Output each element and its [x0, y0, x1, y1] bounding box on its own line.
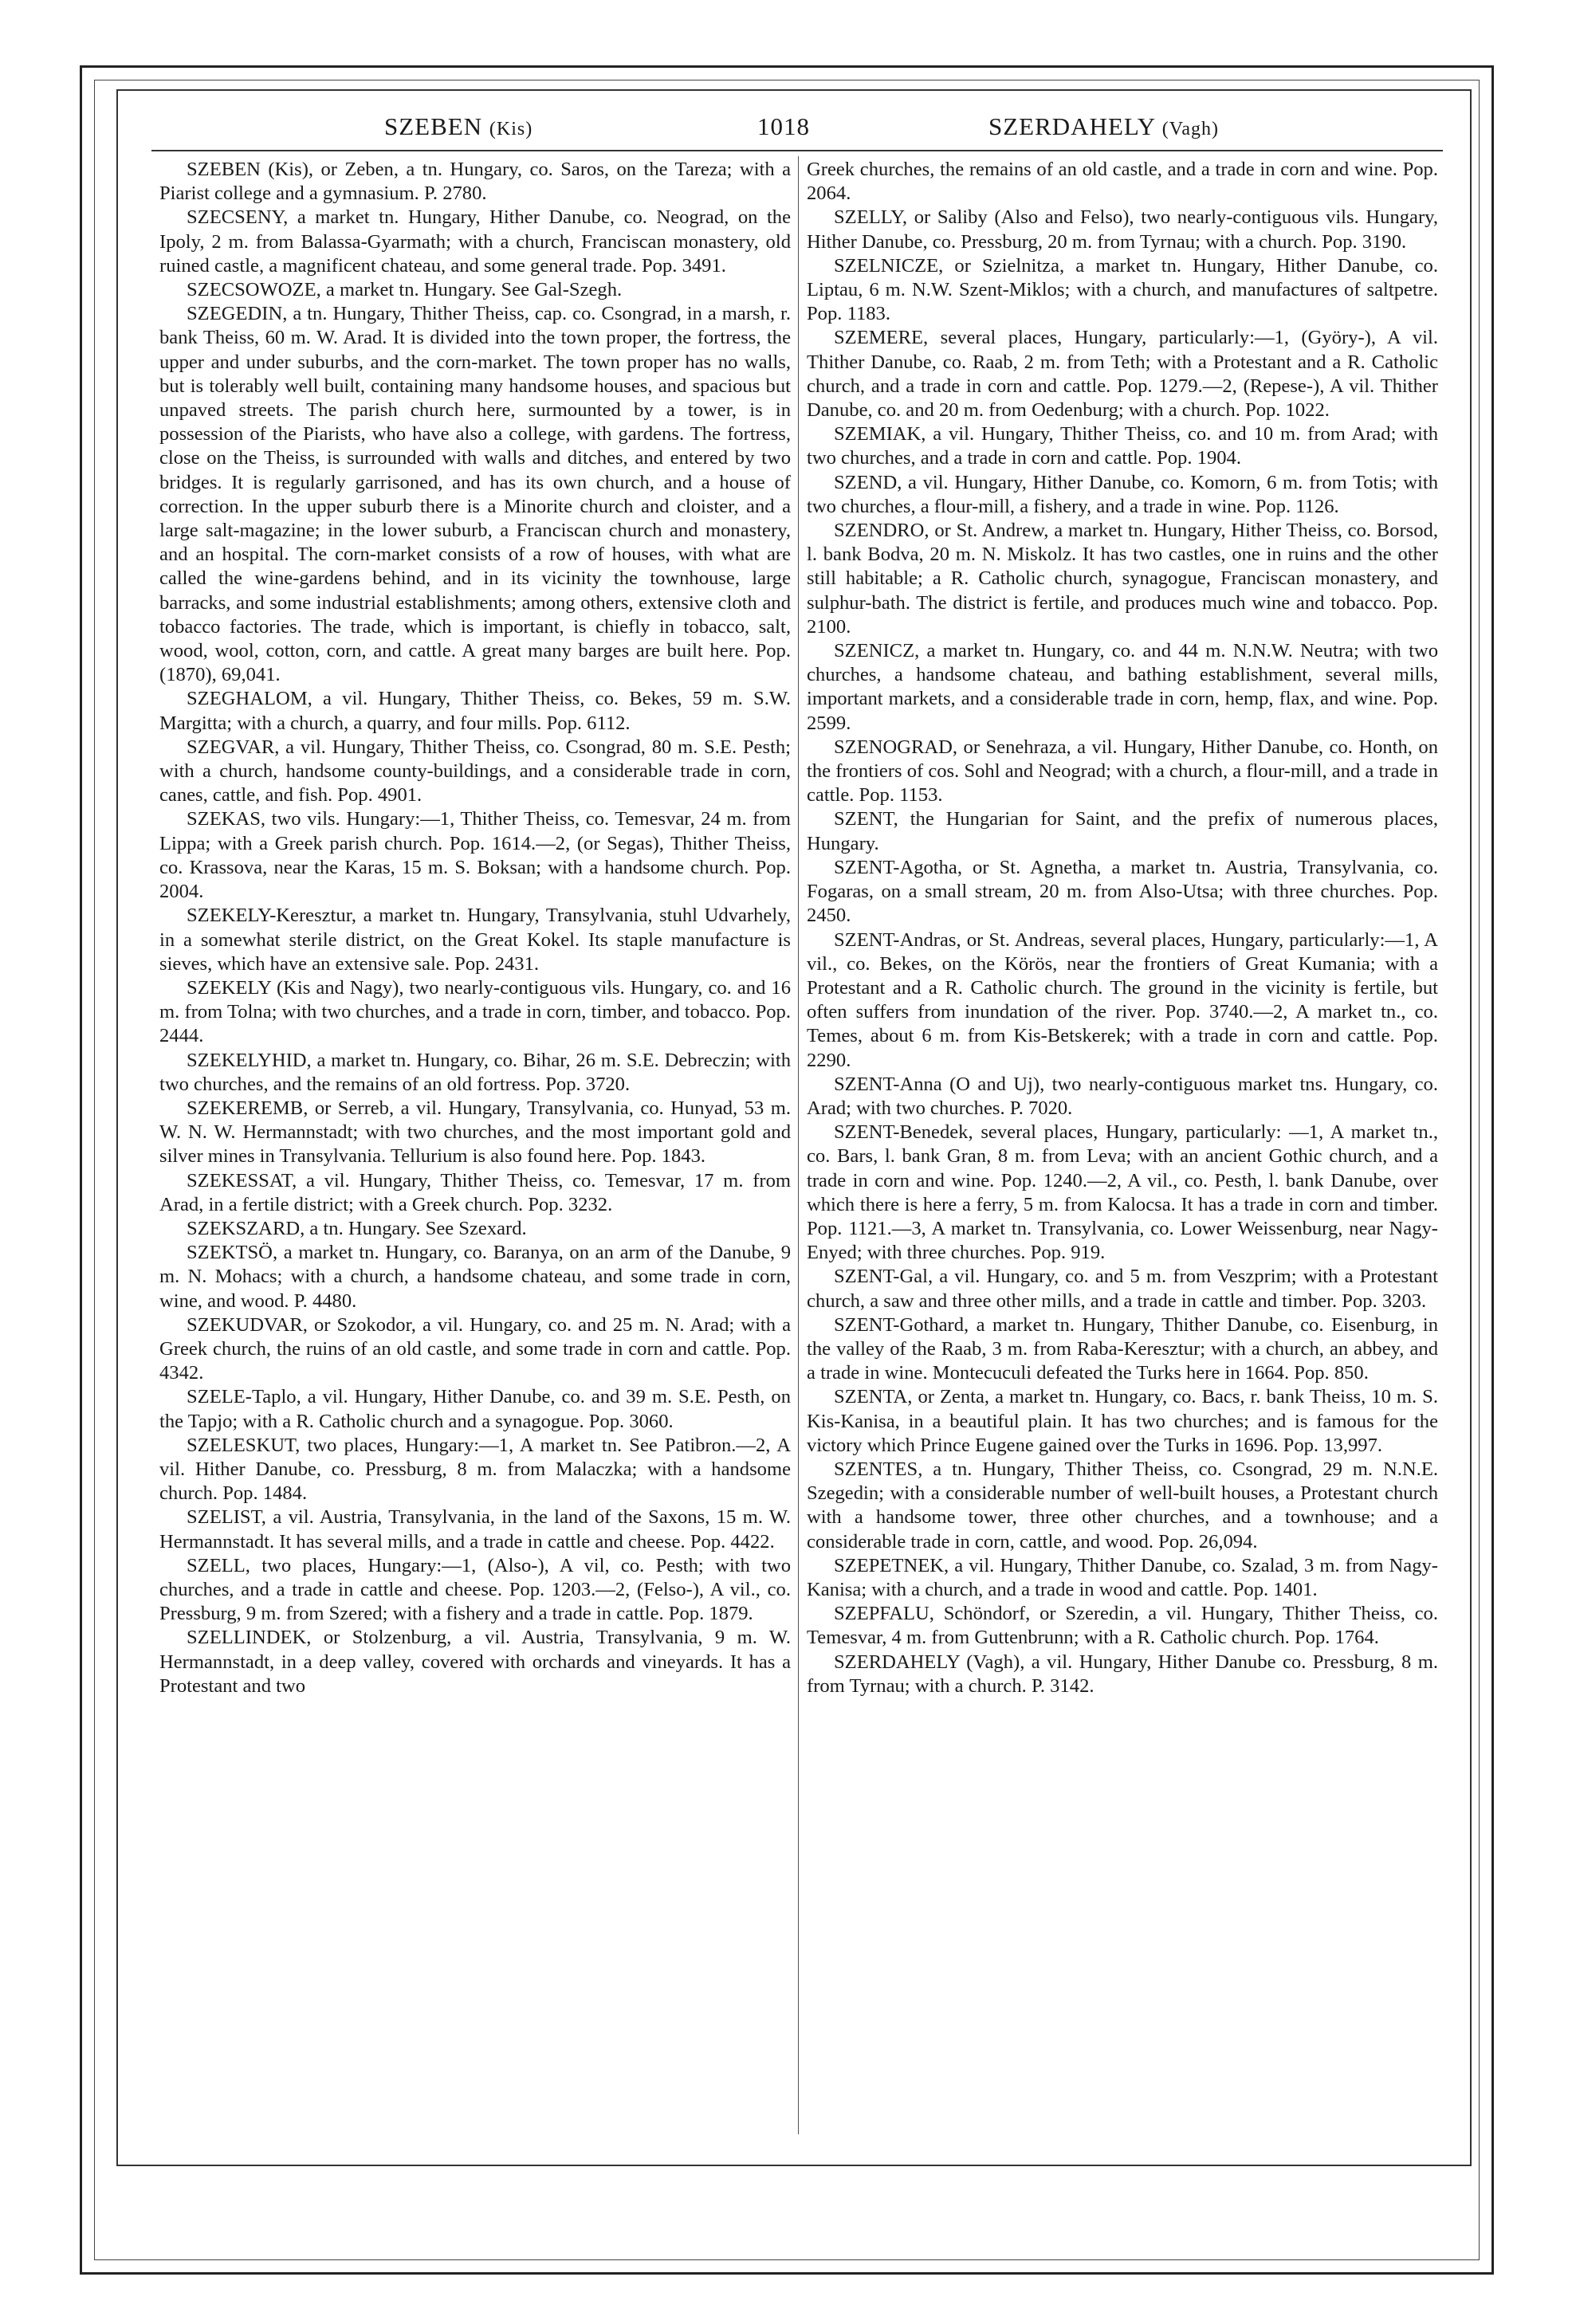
entry: SZELE-Taplo, a vil. Hungary, Hither Danube, co. and 39 m. S.E. Pesth, on the Tapjo; with a R. Catholic church and a synagogue. Pop. 3060. — [159, 1386, 791, 1432]
entry: SZELNICZE, or Szielnitza, a market tn. Hungary, Hither Danube, co. Liptau, 6 m. N.W. Szent-Miklos; with a church, and manufactures of saltpetre. Pop. 1183. — [807, 254, 1438, 325]
header-left — [384, 112, 533, 141]
header-left-qualifier: (Kis) — [489, 119, 533, 139]
entry: SZENDRO, or St. Andrew, a market tn. Hungary, Hither Theiss, co. Borsod, l. bank Bodva, 20 m. N. Miskolz. It has two castles, one in ruins and the other still habitable; a R. Catholic church, synagogue, Franciscan monastery, and sulphur-bath. The district is fertile, and produces much wine and tobacco. Pop. 2100. — [807, 520, 1438, 638]
entry: SZERDAHELY (Vagh), a vil. Hungary, Hither Danube co. Pressburg, 8 m. from Tyrnau; with a church. P. 3142. — [807, 1651, 1438, 1697]
header-rule — [151, 150, 1443, 151]
entry: SZEMERE, several places, Hungary, particularly:—1, (Györy-), A vil. Thither Danube, co. Raab, 2 m. from Teth; with a Protestant and a R. Catholic church, and a trade in corn and cattle. Pop. 1279.—2, (Repese-), A vil. Thither Danube, co. and 20 m. from Oedenburg; with a church. Pop. 1022. — [807, 327, 1438, 422]
entry: SZECSOWOZE, a market tn. Hungary. See Gal-Szegh. — [187, 279, 623, 301]
entry: SZENT-Gal, a vil. Hungary, co. and 5 m. from Veszprim; with a Protestant church, a saw and three other mills, and a trade in cattle and timber. Pop. 3203. — [807, 1266, 1438, 1312]
entry: SZENT-Benedek, several places, Hungary, particularly: —1, A market tn., co. Bars, l. bank Gran, 8 m. from Leva; with an ancient Gothic church, and a trade in corn and wine. Pop. 1240.—2, A vil., co. Pesth, l. bank Danube, over which there is here a ferry, 5 m. from Kalocsa. It has a trade in corn and timber. Pop. 1121.—3, A market tn. Transylvania, co. Lower Weissenburg, near Nagy-Enyed; with three churches. Pop. 919. — [807, 1121, 1438, 1264]
entry: SZEKTSÖ, a market tn. Hungary, co. Baranya, on an arm of the Danube, 9 m. N. Mohacs; with a church, a handsome chateau, and some trade in corn, wine, and wood. P. 4480. — [159, 1242, 791, 1312]
entry: SZEGVAR, a vil. Hungary, Thither Theiss, co. Csongrad, 80 m. S.E. Pesth; with a church, handsome county-buildings, and a considerable trade in corn, canes, cattle, and fish. Pop. 4901. — [159, 736, 791, 807]
header-left-word: SZEBEN — [384, 112, 483, 140]
entry: SZENTES, a tn. Hungary, Thither Theiss, co. Csongrad, 29 m. N.N.E. Szegedin; with a considerable number of well-built houses, a Protestant church with a handsome tower, three other churches, and a townhouse; and a considerable trade in corn, cattle, and wood. Pop. 26,094. — [807, 1458, 1438, 1553]
entry: SZELLY, or Saliby (Also and Felso), two nearly-contiguous vils. Hungary, Hither Danube, co. Pressburg, 20 m. from Tyrnau; with a church. Pop. 3190. — [807, 206, 1438, 253]
entry: SZELIST, a vil. Austria, Transylvania, in the land of the Saxons, 15 m. W. Hermannstadt. It has several mills, and a trade in cattle and cheese. Pop. 4422. — [159, 1506, 791, 1553]
entry: SZEBEN (Kis), or Zeben, a tn. Hungary, co. Saros, on the Tareza; with a Piarist college and a gymnasium. P. 2780. — [159, 159, 791, 205]
entry: SZENTA, or Zenta, a market tn. Hungary, co. Bacs, r. bank Theiss, 10 m. S. Kis-Kanisa, in a beautiful plain. It has two churches; and is famous for the victory which Prince Eugene gained over the Turks in 1696. Pop. 13,997. — [807, 1386, 1438, 1456]
page-number: 1018 — [757, 112, 810, 140]
entry: SZEKEREMB, or Serreb, a vil. Hungary, Transylvania, co. Hunyad, 53 m. W. N. W. Hermannstadt; with two churches, and the most important gold and silver mines in Transylvania. Tellurium is also found here. Pop. 1843. — [159, 1097, 791, 1168]
header-right-qualifier: (Vagh) — [1161, 119, 1220, 139]
entry: SZEMIAK, a vil. Hungary, Thither Theiss, co. and 10 m. from Arad; with two churches, and a trade in corn and cattle. Pop. 1904. — [807, 423, 1438, 469]
right-column — [807, 158, 1438, 2134]
entry-continued: Greek churches, the remains of an old castle, and a trade in corn and wine. Pop. 2064. — [807, 159, 1438, 205]
entry: SZEND, a vil. Hungary, Hither Danube, co. Komorn, 6 m. from Totis; with two churches, a flour-mill, a fishery, and a trade in wine. Pop. 1126. — [807, 471, 1438, 517]
left-column — [159, 158, 791, 2134]
entry: SZELESKUT, two places, Hungary:—1, A market tn. See Patibron.—2, A vil. Hither Danube, co. Pressburg, 8 m. from Malaczka; with a handsome church. Pop. 1484. — [159, 1434, 791, 1505]
column-divider — [798, 156, 799, 2134]
entry: SZEKELY (Kis and Nagy), two nearly-contiguous vils. Hungary, co. and 16 m. from Tolna; with two churches, and a trade in corn, timber, and tobacco. Pop. 2444. — [159, 976, 791, 1047]
entry: SZENT-Andras, or St. Andreas, several places, Hungary, particularly:—1, A vil., co. Bekes, on the Körös, near the frontiers of Great Kumania; with a Protestant and a R. Catholic church. The ground in the vicinity is fertile, but often suffers from inundation of the river. Pop. 3740.—2, A market tn., co. Temes, about 6 m. from Kis-Betskerek; with a trade in corn and cattle. Pop. 2290. — [807, 928, 1438, 1071]
entry: SZELL, two places, Hungary:—1, (Also-), A vil, co. Pesth; with two churches, and a trade in cattle and cheese. Pop. 1203.—2, (Felso-), A vil., co. Pressburg, 9 m. from Szered; with a fishery and a trade in cattle. Pop. 1879. — [159, 1554, 791, 1625]
entry: SZEPFALU, Schöndorf, or Szeredin, a vil. Hungary, Thither Theiss, co. Temesvar, 4 m. from Guttenbrunn; with a R. Catholic church. Pop. 1764. — [807, 1603, 1438, 1649]
header-right — [988, 112, 1219, 141]
entry: SZEGEDIN, a tn. Hungary, Thither Theiss, cap. co. Csongrad, in a marsh, r. bank Theiss, 60 m. W. Arad. It is divided into the town proper, the fortress, the upper and under suburbs, and the corn-market. The town proper has no walls, but is tolerably well built, containing many handsome houses, and spacious but unpaved streets. The parish church here, surmounted by a tower, is in possession of the Piarists, who have also a college, with gardens. The fortress, close on the Theiss, is surrounded with walls and ditches, and entered by two bridges. It is regularly garrisoned, and has its own church, and a house of correction. In the upper suburb there is a Minorite church and cloister, and a large salt-magazine; in the lower suburb, a Franciscan church and monastery, and an hospital. The corn-market consists of a row of houses, with what are called the wine-gardens behind, and in its vicinity the townhouse, large barracks, and some industrial establishments; among others, extensive cloth and tobacco factories. The trade, which is important, is chiefly in tobacco, salt, wood, wool, cotton, corn, and cattle. A great many barges are built here. Pop. (1870), 69,041. — [159, 303, 791, 686]
entry: SZELLINDEK, or Stolzenburg, a vil. Austria, Transylvania, 9 m. W. Hermannstadt, in a deep valley, covered with orchards and vineyards. It has a Protestant and two — [159, 1627, 791, 1697]
header-right-word: SZERDAHELY — [988, 112, 1155, 140]
entry: SZEPETNEK, a vil. Hungary, Thither Danube, co. Szalad, 3 m. from Nagy-Kanisa; with a church, and a trade in wood and cattle. Pop. 1401. — [807, 1554, 1438, 1600]
running-header — [151, 108, 1443, 147]
entry: SZENT-Gothard, a market tn. Hungary, Thither Danube, co. Eisenburg, in the valley of the Raab, 3 m. from Raba-Keresztur; with a church, an abbey, and a trade in wine. Montecuculi defeated the Turks here in 1664. Pop. 850. — [807, 1313, 1438, 1384]
entry: SZEKELYHID, a market tn. Hungary, co. Bihar, 26 m. S.E. Debreczin; with two churches, and the remains of an old fortress. Pop. 3720. — [159, 1049, 791, 1095]
entry: SZEKELY-Keresztur, a market tn. Hungary, Transylvania, stuhl Udvarhely, in a somewhat sterile district, on the Great Kokel. Its staple manufacture is sieves, which have an extensive sale. Pop. 2431. — [159, 905, 791, 975]
entry: SZENT-Agotha, or St. Agnetha, a market tn. Austria, Transylvania, co. Fogaras, on a small stream, 20 m. from Also-Utsa; with three churches. Pop. 2450. — [807, 856, 1438, 927]
entry: SZEKSZARD, a tn. Hungary. See Szexard. — [187, 1217, 527, 1239]
entry: SZENT, the Hungarian for Saint, and the prefix of numerous places, Hungary. — [807, 808, 1438, 854]
entry: SZEGHALOM, a vil. Hungary, Thither Theiss, co. Bekes, 59 m. S.W. Margitta; with a church, a quarry, and four mills. Pop. 6112. — [159, 688, 791, 734]
entry: SZECSENY, a market tn. Hungary, Hither Danube, co. Neograd, on the Ipoly, 2 m. from Balassa-Gyarmath; with a church, Franciscan monastery, old ruined castle, a magnificent chateau, and some general trade. Pop. 3491. — [159, 206, 791, 277]
entry: SZEKAS, two vils. Hungary:—1, Thither Theiss, co. Temesvar, 24 m. from Lippa; with a Greek parish church. Pop. 1614.—2, (or Segas), Thither Theiss, co. Krassova, near the Karas, 15 m. S. Boksan; with a handsome church. Pop. 2004. — [159, 808, 791, 903]
entry: SZENICZ, a market tn. Hungary, co. and 44 m. N.N.W. Neutra; with two churches, a handsome chateau, and bathing establishment, several mills, important markets, and a considerable trade in corn, hemp, flax, and wine. Pop. 2599. — [807, 640, 1438, 734]
entry: SZEKUDVAR, or Szokodor, a vil. Hungary, co. and 25 m. N. Arad; with a Greek church, the ruins of an old castle, and some trade in corn and cattle. Pop. 4342. — [159, 1313, 791, 1384]
entry: SZENOGRAD, or Senehraza, a vil. Hungary, Hither Danube, co. Honth, on the frontiers of cos. Sohl and Neograd; with a church, a flour-mill, and a trade in cattle. Pop. 1153. — [807, 736, 1438, 807]
entry: SZENT-Anna (O and Uj), two nearly-contiguous market tns. Hungary, co. Arad; with two churches. P. 7020. — [807, 1073, 1438, 1119]
entry: SZEKESSAT, a vil. Hungary, Thither Theiss, co. Temesvar, 17 m. from Arad, in a fertile district; with a Greek church. Pop. 3232. — [159, 1169, 791, 1215]
